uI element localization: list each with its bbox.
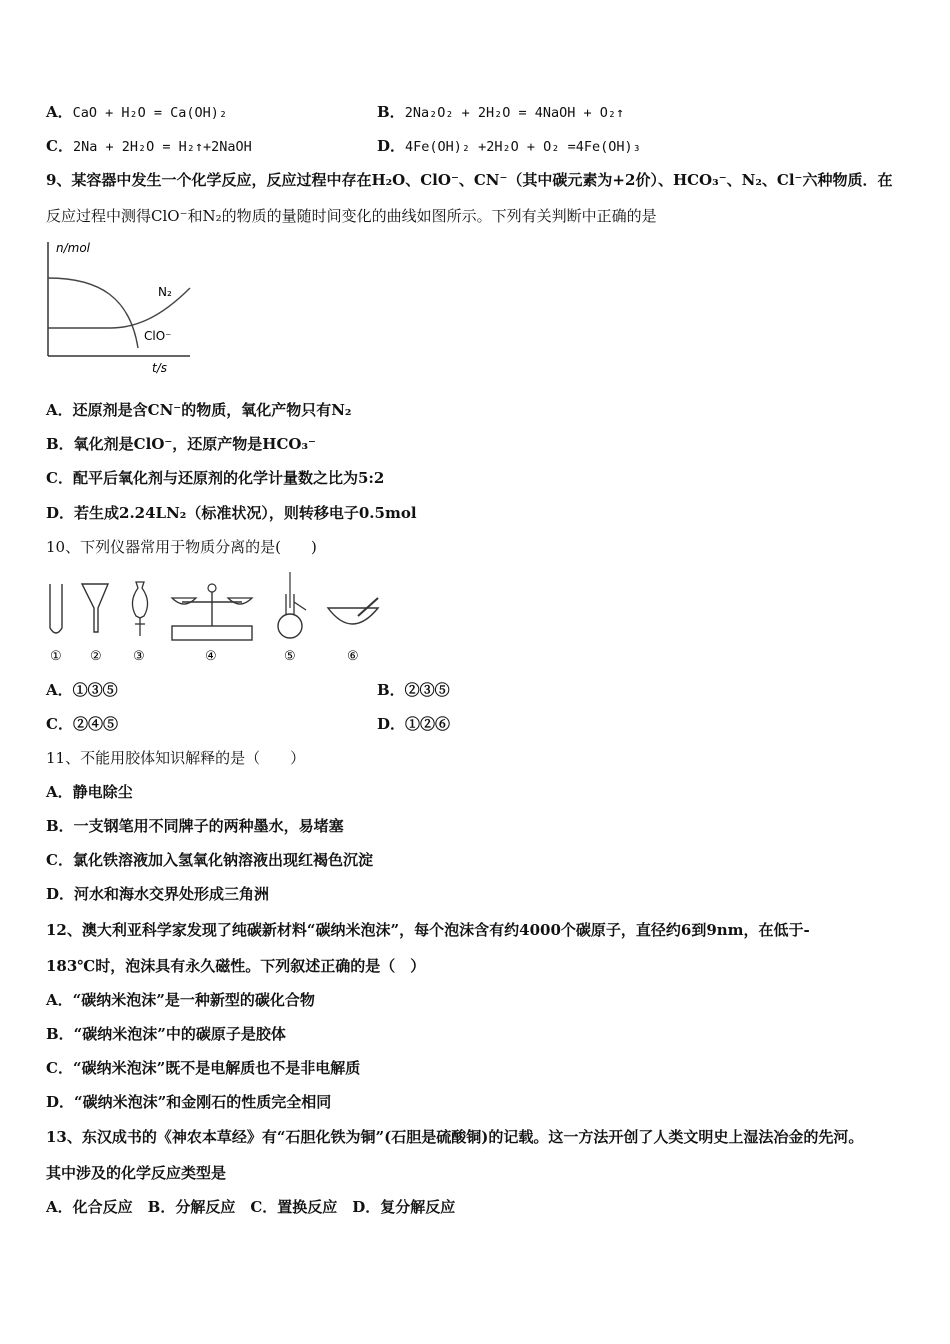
evaporating-dish-icon bbox=[328, 598, 378, 624]
q13-options: A．化合反应 B．分解反应 C．置换反应 D．复分解反应 bbox=[46, 1198, 456, 1216]
label-4: ④ bbox=[205, 649, 217, 664]
q8-option-a: A．CaO + H₂O = Ca(OH)₂ bbox=[46, 103, 228, 121]
q12-option-a: A．“碳纳米泡沫”是一种新型的碳化合物 bbox=[46, 991, 315, 1009]
q11-option-d: D．河水和海水交界处形成三角洲 bbox=[46, 885, 270, 903]
label-5: ⑤ bbox=[284, 649, 296, 664]
q10-option-a: A．①③⑤ bbox=[46, 681, 118, 699]
balance-icon bbox=[172, 584, 252, 640]
q10-stem: 10、下列仪器常用于物质分离的是( ) bbox=[46, 538, 317, 556]
q9-option-a: A．还原剂是含CN⁻的物质，氧化产物只有N₂ bbox=[46, 401, 352, 419]
q9-stem-line1: 9、某容器中发生一个化学反应，反应过程中存在H₂O、ClO⁻、CN⁻（其中碳元素为+2价）、HCO₃⁻、N₂、Cl⁻六种物质．在 bbox=[46, 171, 893, 189]
n2-curve-label: N₂ bbox=[158, 285, 172, 299]
q13-stem-line1: 13、东汉成书的《神农本草经》有“石胆化铁为铜”(石胆是硫酸铜)的记载。这一方法开创了人类文明史上湿法冶金的先河。 bbox=[46, 1128, 864, 1146]
q9-option-b: B．氧化剂是ClO⁻，还原产物是HCO₃⁻ bbox=[46, 435, 316, 453]
label-3: ③ bbox=[133, 649, 145, 664]
label-2: ② bbox=[90, 649, 102, 664]
q12-option-b: B．“碳纳米泡沫”中的碳原子是胶体 bbox=[46, 1025, 286, 1043]
test-tube-icon bbox=[50, 584, 62, 633]
q11-option-b: B．一支钢笔用不同牌子的两种墨水，易堵塞 bbox=[46, 817, 344, 835]
clo-curve-label: ClO⁻ bbox=[144, 329, 172, 343]
funnel-icon bbox=[82, 584, 108, 632]
q9-option-d: D．若生成2.24LN₂（标准状况），则转移电子0.5mol bbox=[46, 504, 417, 522]
q12-stem-line2: 183℃时，泡沫具有永久磁性。下列叙述正确的是（ ） bbox=[46, 957, 426, 975]
q13-stem-line2: 其中涉及的化学反应类型是 bbox=[46, 1164, 227, 1182]
q11-option-a: A．静电除尘 bbox=[46, 783, 133, 801]
label-6: ⑥ bbox=[347, 649, 359, 664]
q12-stem-line1: 12、澳大利亚科学家发现了纯碳新材料“碳纳米泡沫”，每个泡沫含有约4000个碳原子，直径约6到9nm，在低于- bbox=[46, 921, 810, 939]
clo-curve bbox=[48, 278, 138, 348]
q10-option-d: D．①②⑥ bbox=[377, 715, 451, 733]
q8-option-b: B．2Na₂O₂ + 2H₂O = 4NaOH + O₂↑ bbox=[377, 103, 625, 121]
q10-option-c: C．②④⑤ bbox=[46, 715, 118, 733]
y-axis-label: n/mol bbox=[56, 241, 91, 255]
q8-option-c: C．2Na + 2H₂O = H₂↑+2NaOH bbox=[46, 137, 252, 155]
distillation-flask-icon bbox=[278, 572, 306, 638]
label-1: ① bbox=[50, 649, 62, 664]
q11-option-c: C．氯化铁溶液加入氢氧化钠溶液出现红褐色沉淀 bbox=[46, 851, 373, 869]
q12-option-c: C．“碳纳米泡沫”既不是电解质也不是非电解质 bbox=[46, 1059, 361, 1077]
q9-stem-line2: 反应过程中测得ClO⁻和N₂的物质的量随时间变化的曲线如图所示。下列有关判断中正确的是 bbox=[46, 207, 657, 225]
q12-option-d: D．“碳纳米泡沫”和金刚石的性质完全相同 bbox=[46, 1093, 332, 1111]
x-axis-label: t/s bbox=[152, 361, 167, 375]
q11-stem: 11、不能用胶体知识解释的是（ ） bbox=[46, 749, 306, 767]
q9-graph bbox=[40, 238, 200, 378]
q10-apparatus-figure bbox=[40, 568, 390, 668]
separatory-funnel-icon bbox=[132, 582, 147, 618]
q9-option-c: C．配平后氧化剂与还原剂的化学计量数之比为5:2 bbox=[46, 469, 385, 487]
q10-option-b: B．②③⑤ bbox=[377, 681, 450, 699]
q8-option-d: D．4Fe(OH)₂ +2H₂O + O₂ =4Fe(OH)₃ bbox=[377, 137, 641, 155]
